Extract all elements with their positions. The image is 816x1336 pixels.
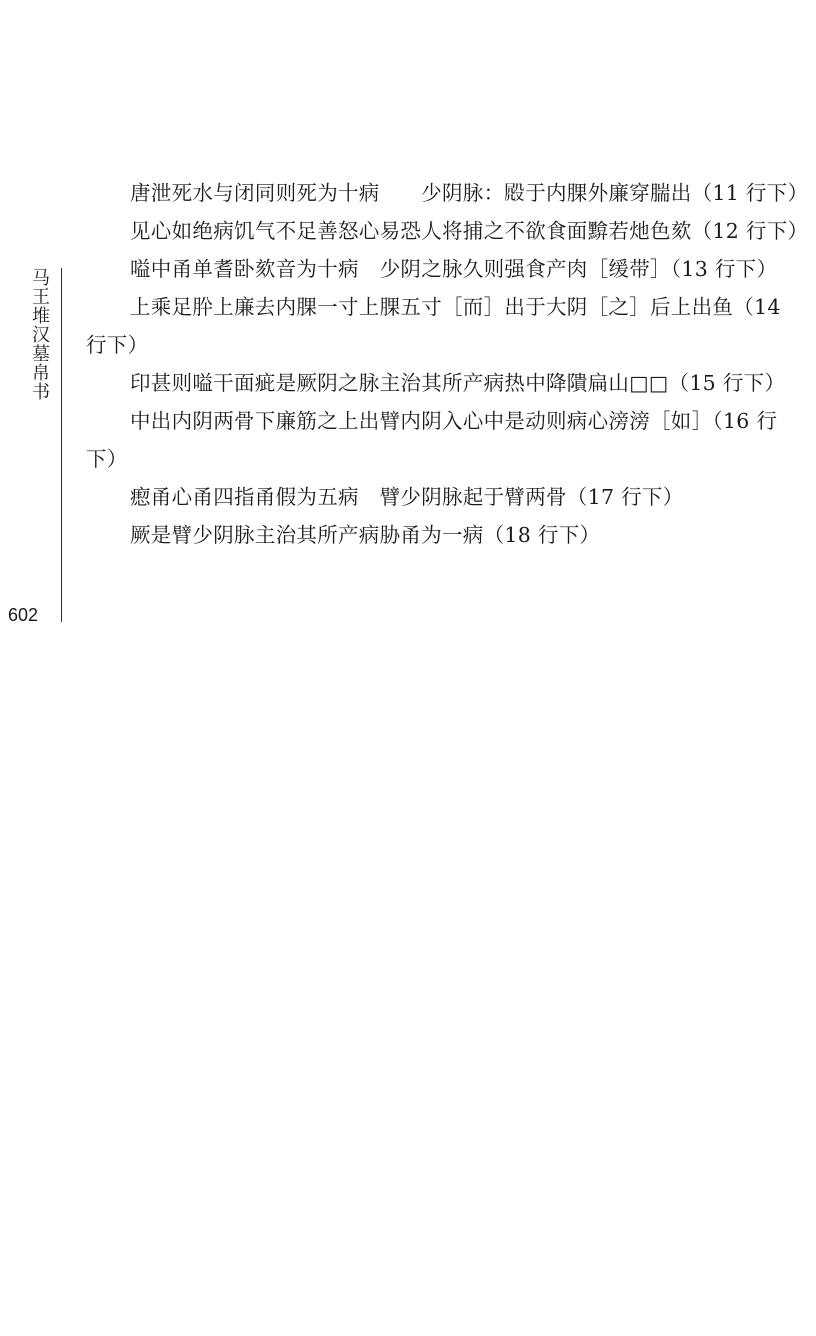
- running-head-book-title: 马王堆汉墓帛书: [29, 268, 50, 401]
- paragraph-line-18: 厥是臂少阴脉主治其所产病胁甬为一病（18 行下）: [130, 523, 601, 547]
- paragraph-line-14: 上乘足肸上廉去内腂一寸上腂五寸［而］出于大阴［之］后上出鱼（14 行下）: [86, 295, 781, 357]
- paragraph-line-16: 中出内阴两骨下廉筋之上出臂内阴入心中是动则病心滂滂［如］（16 行下）: [86, 409, 778, 471]
- page-number: 602: [8, 605, 39, 625]
- paragraph-line-13: 嗌中甬单耆卧欬音为十病 少阴之脉久则强食产肉［缓带］（13 行下）: [130, 257, 778, 281]
- transcription-body: [86, 174, 809, 554]
- paragraph-line-11: 唐泄死水与闭同则死为十病 少阴脉：𣪍于内腂外廉穿腨出（11 行下）: [130, 181, 809, 205]
- paragraph-line-15: 印甚则嗌干面疵是厥阴之脉主治其所产病热中降隤扁山□□（15 行下）: [130, 371, 786, 395]
- paragraph-line-12: 见心如绝病饥气不足善怒心易恐人将捕之不欲食面黭若灺色欬（12 行下）: [130, 219, 809, 243]
- paragraph-line-17: 瘛甬心甬四指甬假为五病 臂少阴脉起于臂两骨（17 行下）: [130, 485, 684, 509]
- margin-rule: [61, 268, 62, 622]
